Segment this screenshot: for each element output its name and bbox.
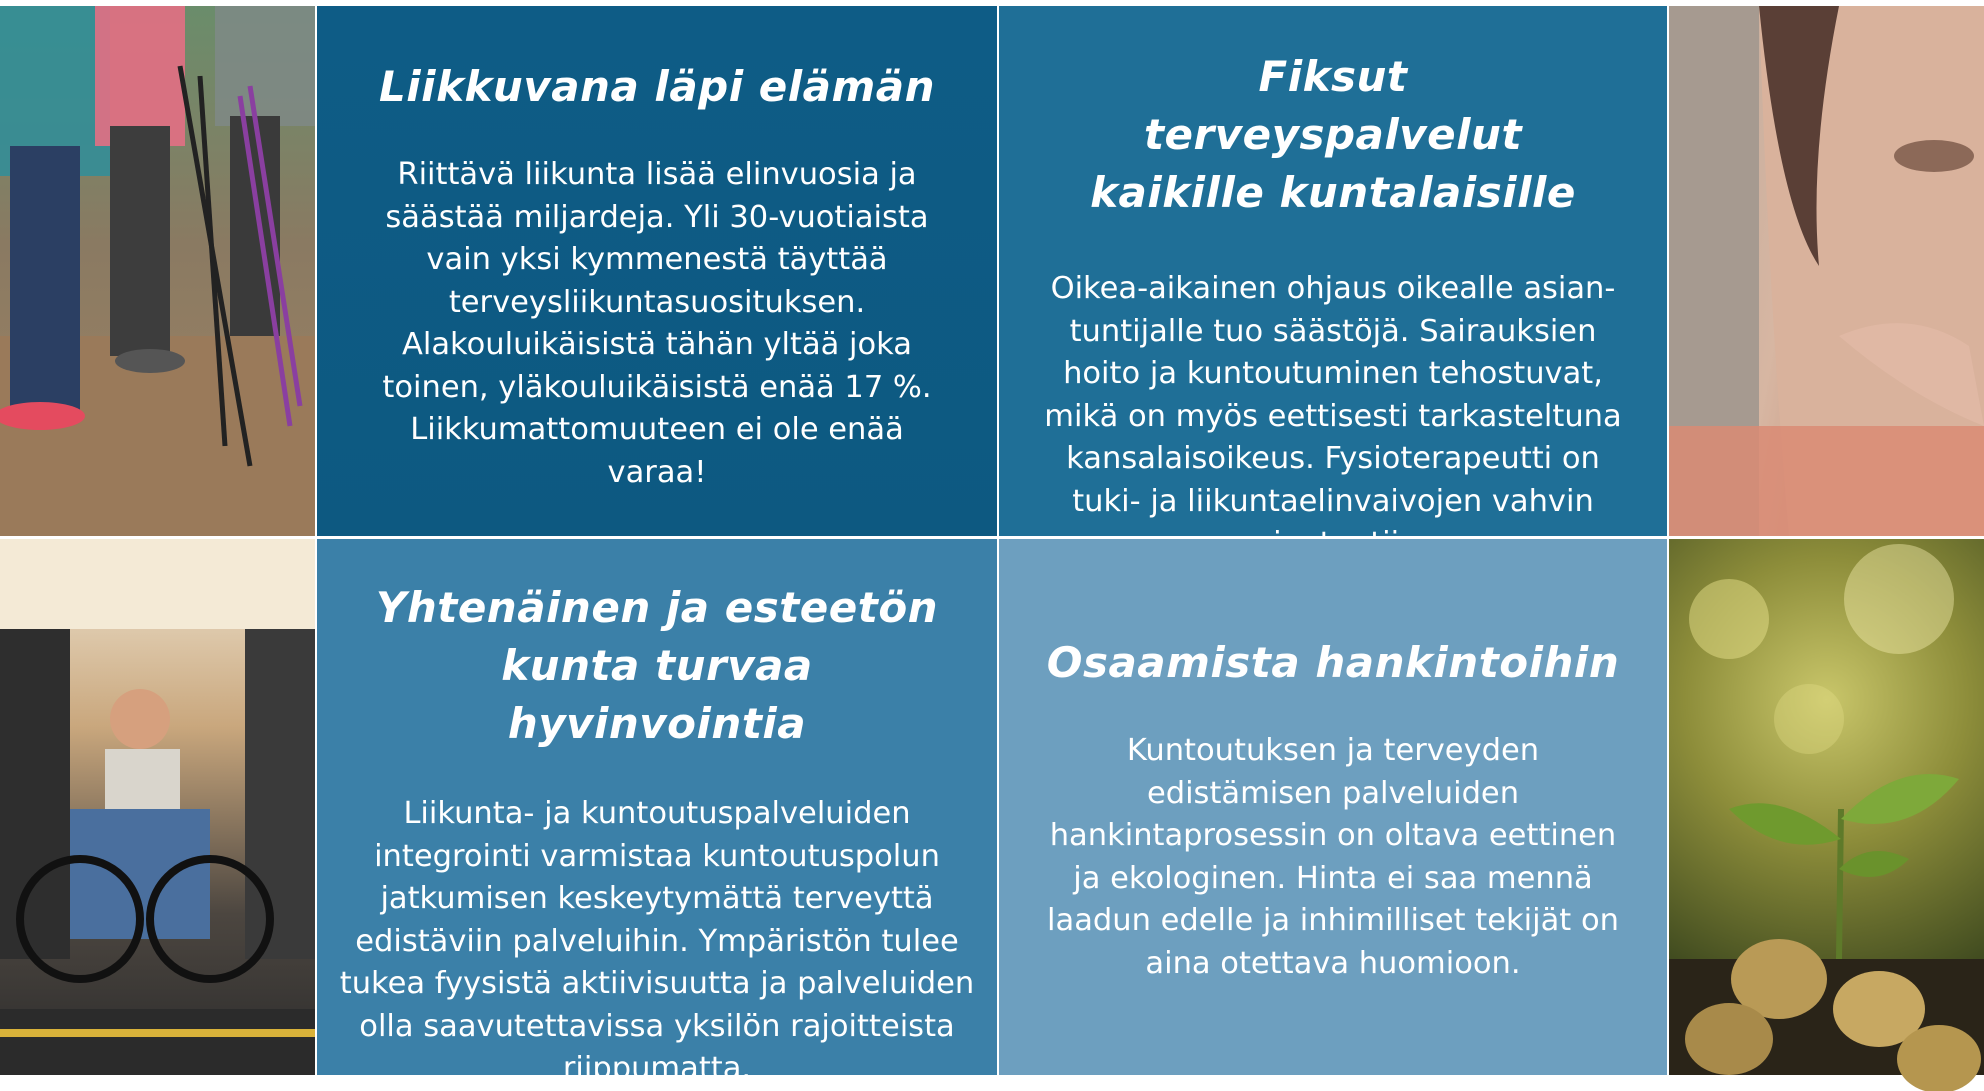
panel-4-body: Kuntoutuksen ja terveyden edistämisen palveluiden hankintaprosessin on oltava eettinen ja ekologinen. Hinta ei saa mennä laadun edelle ja inhimilliset tekijät on aina otettava huomioon. [1047, 733, 1619, 981]
nordic-walking-illustration [0, 6, 315, 536]
panel-liikkuvana [317, 6, 997, 536]
panel-osaamista-hankintoihin [999, 539, 1667, 1075]
panel-3-title: Yhtenäinen ja esteetön kunta turvaa hyvinvointia [375, 583, 939, 748]
wheelchair-ramp-photo [0, 539, 315, 1075]
thoughtful-woman-photo [1669, 6, 1984, 536]
panel-yhtenainen-esteeton [317, 539, 997, 1086]
panel-4-title: Osaamista hankintoihin [1046, 638, 1620, 687]
panel-1-title: Liikkuvana läpi elämän [379, 62, 935, 111]
panel-3-body: Liikunta- ja kuntoutuspalveluiden integrointi varmistaa kuntoutuspolun jatkumisen keskeytymättä terveyttä edistäviin palveluihin. Ympäristön tulee tukea fyysistä aktiivisuutta ja palveluiden olla saavutettavissa yksilön rajoitteista riippumatta. [339, 796, 975, 1086]
nordic-walking-photo [0, 6, 315, 536]
panel-2-body: Oikea-aikainen ohjaus oikealle asian-tuntijalle tuo säästöjä. Sairauksien hoito ja kuntoutuminen tehostuvat, mikä on myös eettisesti tarkasteltuna kansalaisoikeus. Fysioterapeutti on tuki- ja liikuntaelinvaivojen vahvin [1044, 271, 1622, 519]
woman-portrait-illustration [1669, 6, 1984, 536]
sprout-coins-illustration [1669, 539, 1984, 1075]
panel-fiksut-terveyspalvelut [999, 6, 1667, 536]
sprout-coins-photo [1669, 539, 1984, 1075]
panel-1-body: Riittävä liikunta lisää elinvuosia ja säästää miljardeja. Yli 30-vuotiaista vain yksi kymmenestä täyttää terveysliikuntasuosituksen. Alakouluikäisistä tähän yltää joka toinen, yläkouluikäisistä enää 17 %. Liikkumattomuuteen ei ole enää varaa! [382, 157, 932, 490]
wheelchair-illustration [0, 539, 315, 1075]
panel-2-title: Fiksut terveyspalvelut kaikille kuntalaisille [1090, 52, 1576, 217]
